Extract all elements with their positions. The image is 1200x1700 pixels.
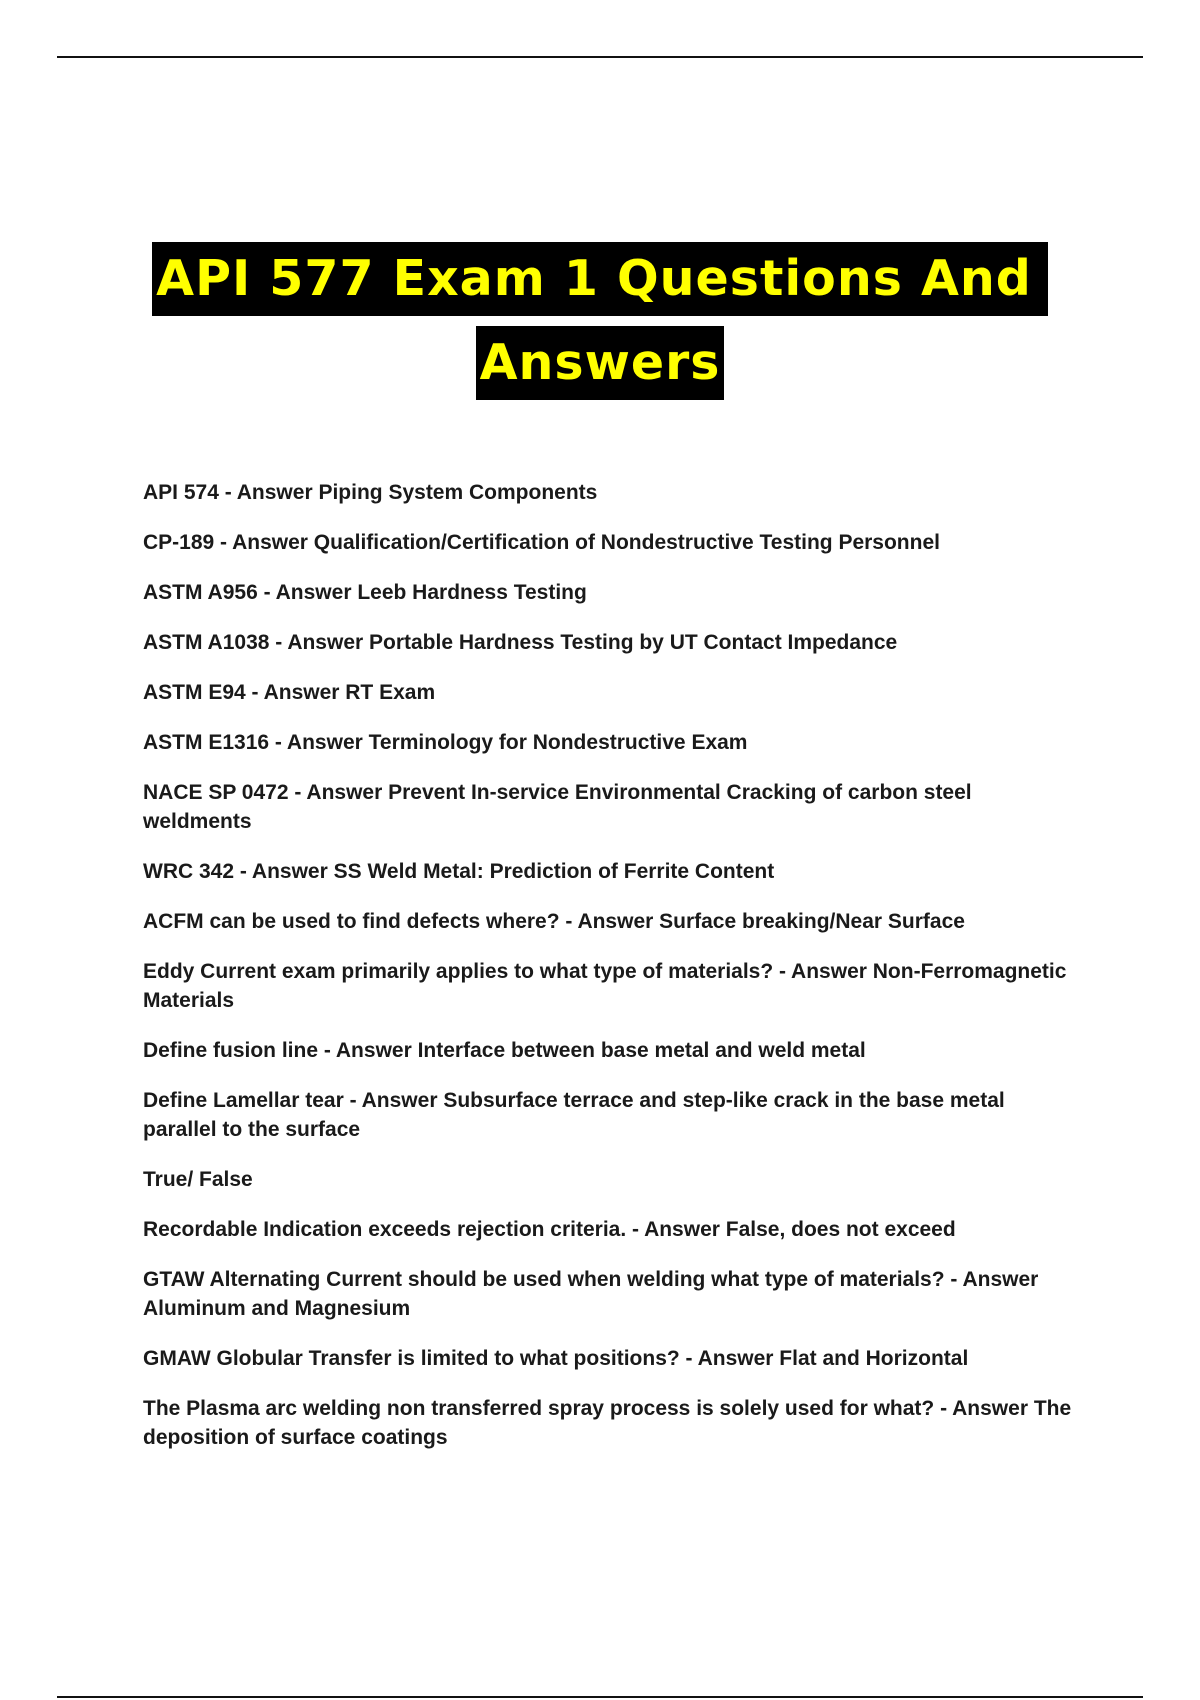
qa-item: CP-189 - Answer Qualification/Certification of Nondestructive Testing Personnel [143, 531, 940, 554]
title-line-2: Answers [476, 326, 725, 400]
qa-item: ASTM A1038 - Answer Portable Hardness Testing by UT Contact Impedance [143, 631, 898, 654]
qa-item: Define Lamellar tear - Answer Subsurface terrace and step-like crack in the base metal parallel to the surface [143, 1089, 1005, 1141]
qa-item: ASTM A956 - Answer Leeb Hardness Testing [143, 581, 587, 604]
qa-item: GMAW Globular Transfer is limited to what positions? - Answer Flat and Horizontal [143, 1347, 969, 1370]
bottom-rule [57, 1696, 1143, 1698]
qa-item: Recordable Indication exceeds rejection criteria. - Answer False, does not exceed [143, 1218, 956, 1241]
qa-item: API 574 - Answer Piping System Components [143, 481, 598, 504]
top-rule [57, 56, 1143, 58]
qa-item: WRC 342 - Answer SS Weld Metal: Prediction of Ferrite Content [143, 860, 775, 883]
qa-item: True/ False [143, 1168, 253, 1191]
qa-item: ASTM E1316 - Answer Terminology for Nondestructive Exam [143, 731, 748, 754]
qa-item: Eddy Current exam primarily applies to what type of materials? - Answer Non-Ferromagnetic Materials [143, 960, 1067, 1012]
qa-item: The Plasma arc welding non transferred spray process is solely used for what? - Answer The deposition of surface coatings [143, 1397, 1072, 1449]
document-title [0, 242, 1200, 400]
qa-item: NACE SP 0472 - Answer Prevent In-service Environmental Cracking of carbon steel weldments [143, 781, 972, 833]
qa-list [143, 478, 1083, 1473]
qa-item: GTAW Alternating Current should be used when welding what type of materials? - Answer Aluminum and Magnesium [143, 1268, 1039, 1320]
qa-item: ACFM can be used to find defects where? - Answer Surface breaking/Near Surface [143, 910, 965, 933]
title-line-1: API 577 Exam 1 Questions And [152, 242, 1048, 316]
qa-item: ASTM E94 - Answer RT Exam [143, 681, 436, 704]
qa-item: Define fusion line - Answer Interface between base metal and weld metal [143, 1039, 866, 1062]
